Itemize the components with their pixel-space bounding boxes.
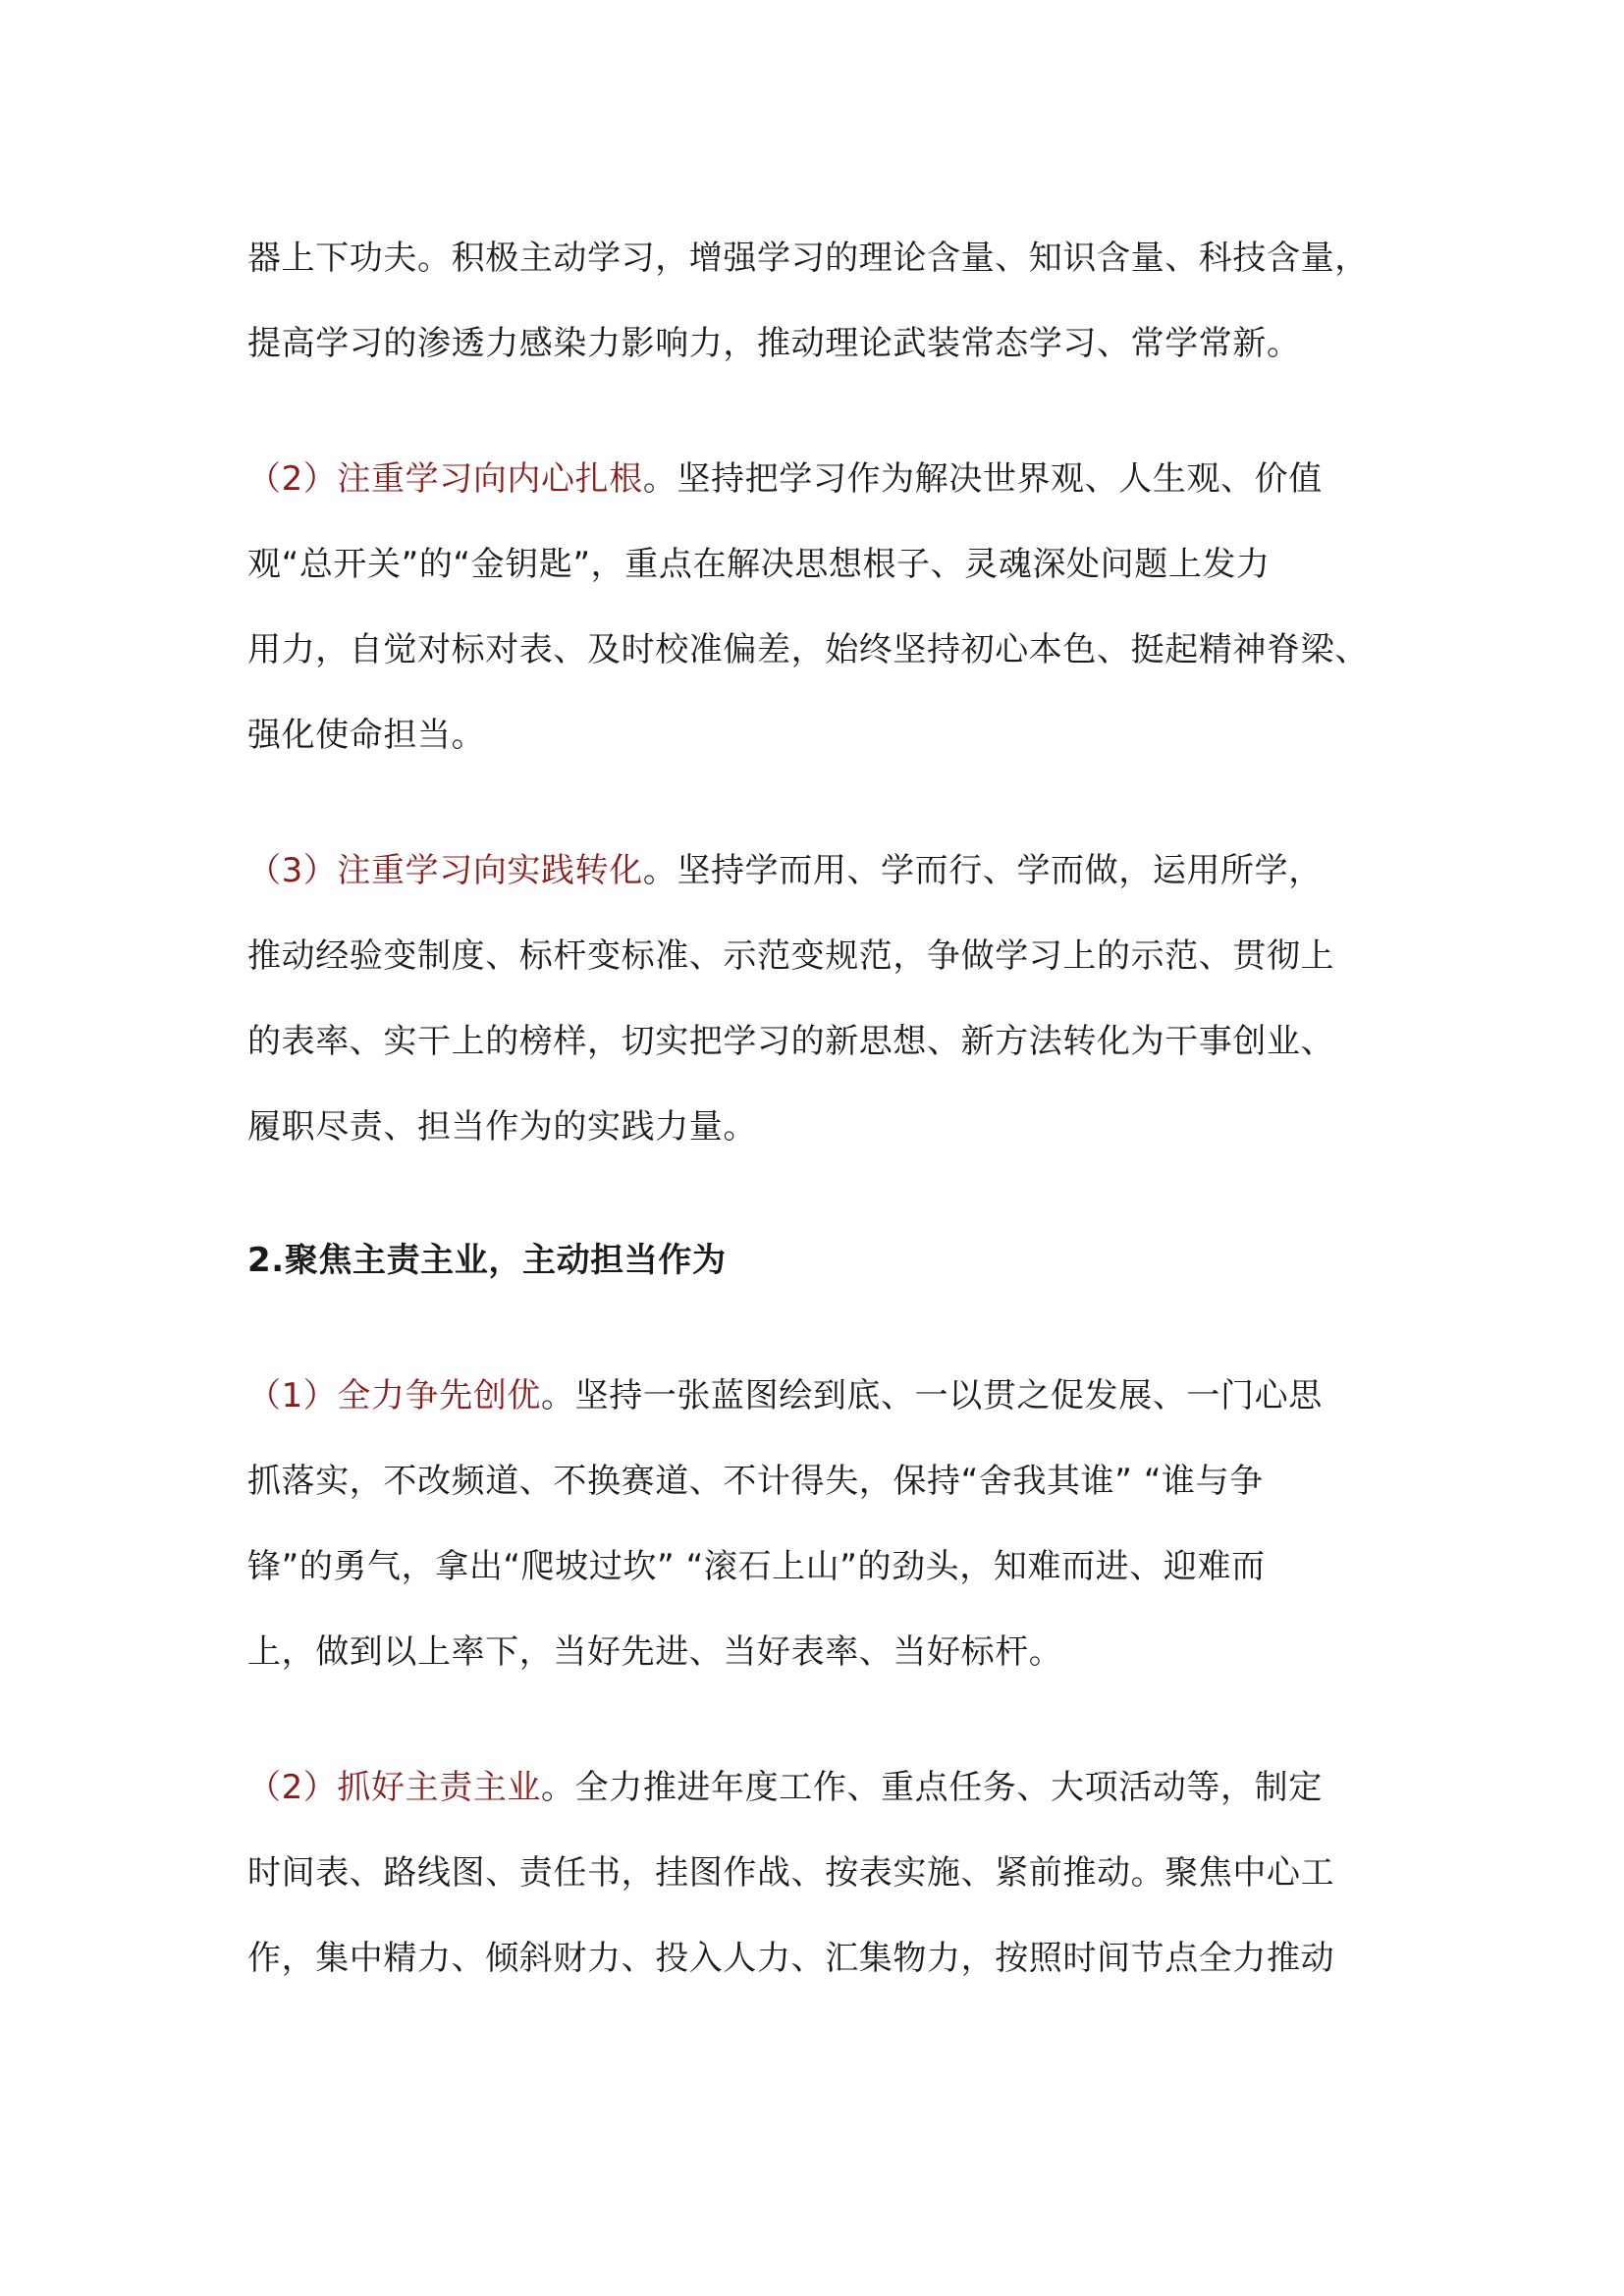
- text-line: [247, 1933, 1426, 1984]
- red-lead: （1）全力争先创优: [247, 1376, 542, 1415]
- red-lead: （2）注重学习向内心扎根: [247, 459, 643, 499]
- text-line: [247, 318, 1426, 369]
- paragraph-lead-line: [247, 1762, 1426, 1813]
- line-text: 用力，自觉对标对表、及时校准偏差，始终坚持初心本色、挺起精神脊梁、: [247, 630, 1369, 669]
- line-text: 的表率、实干上的榜样，切实把学习的新思想、新方法转化为干事创业、: [247, 1022, 1335, 1061]
- text-line: [247, 233, 1426, 284]
- line-text: 。坚持一张蓝图绘到底、一以贯之促发展、一门心思: [541, 1376, 1323, 1415]
- line-text: 履职尽责、担当作为的实践力量。: [247, 1107, 757, 1147]
- line-text: 。坚持学而用、学而行、学而做，运用所学，: [642, 851, 1323, 890]
- heading-text: 2.聚焦主责主业，主动担当作为: [247, 1241, 727, 1280]
- line-text: 时间表、路线图、责任书，挂图作战、按表实施、紧前推动。聚焦中心工: [247, 1853, 1335, 1893]
- red-lead: （3）注重学习向实践转化: [247, 851, 643, 890]
- text-line: [247, 1101, 1426, 1152]
- line-text: 提高学习的渗透力感染力影响力，推动理论武装常态学习、常学常新。: [247, 324, 1301, 363]
- line-text: 器上下功夫。积极主动学习，增强学习的理论含量、知识含量、科技含量，: [247, 239, 1369, 278]
- line-text: 锋”的勇气，拿出“爬坡过坎” “滚石上山”的劲头，知难而进、迎难而: [247, 1547, 1266, 1586]
- line-text: 上，做到以上率下，当好先进、当好表率、当好标杆。: [247, 1632, 1063, 1672]
- line-text: 抓落实，不改频道、不换赛道、不计得失，保持“舍我其谁” “谁与争: [247, 1462, 1264, 1501]
- text-line: [247, 539, 1426, 590]
- section-heading: [247, 1235, 1426, 1286]
- paragraph-lead-line: [247, 845, 1426, 896]
- text-line: [247, 1016, 1426, 1067]
- text-line: [247, 624, 1426, 675]
- text-line: [247, 1847, 1426, 1898]
- line-text: 。全力推进年度工作、重点任务、大项活动等，制定: [541, 1768, 1323, 1807]
- line-text: 观“总开关”的“金钥匙”，重点在解决思想根子、灵魂深处问题上发力: [247, 545, 1271, 584]
- red-lead: （2）抓好主责主业: [247, 1768, 542, 1807]
- text-line: [247, 1456, 1426, 1507]
- line-text: 。坚持把学习作为解决世界观、人生观、价值: [642, 459, 1323, 499]
- line-text: 推动经验变制度、标杆变标准、示范变规范，争做学习上的示范、贯彻上: [247, 936, 1335, 976]
- text-line: [247, 710, 1426, 761]
- paragraph-lead-line: [247, 1370, 1426, 1421]
- text-line: [247, 931, 1426, 982]
- line-text: 强化使命担当。: [247, 716, 486, 755]
- text-line: [247, 1541, 1426, 1592]
- line-text: 作，集中精力、倾斜财力、投入人力、汇集物力，按照时间节点全力推动: [247, 1939, 1335, 1978]
- text-line: [247, 1627, 1426, 1678]
- paragraph-lead-line: [247, 454, 1426, 505]
